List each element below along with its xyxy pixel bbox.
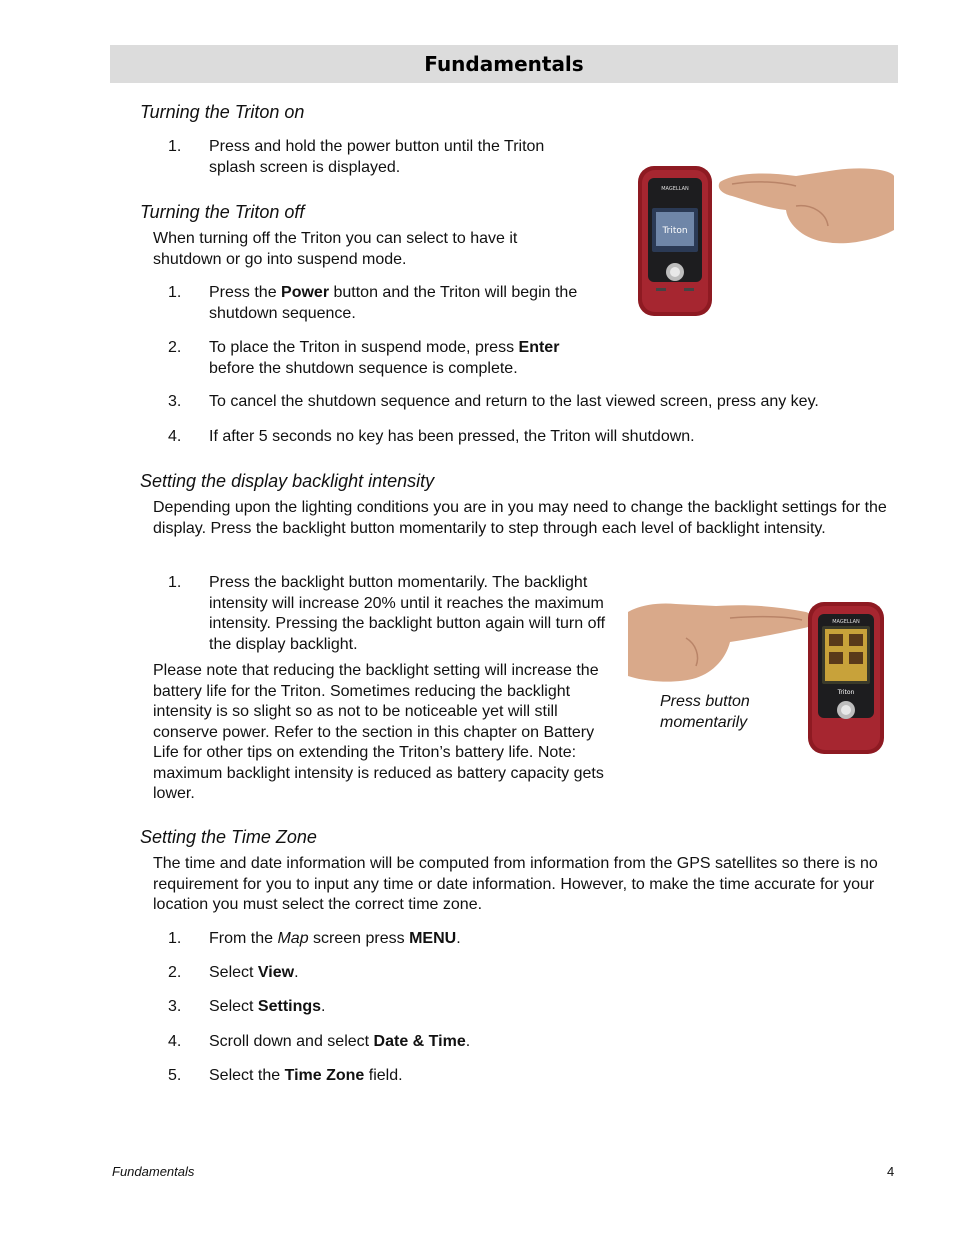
device-backlight-illustration xyxy=(626,598,888,758)
paragraph: Please note that reducing the backlight setting will increase the battery life for the Triton. Sometimes reducing the backlight intensity is so slight so as not to be noticeable yet will still conserve power. Refer to the section in this chapter on Battery Life for other tips on extending the Triton’s battery life. Note: maximum backlight intensity is reduced as battery capacity gets lower. xyxy=(153,662,604,802)
section-heading-time-zone: Setting the Time Zone xyxy=(140,827,317,847)
step-text: Scroll down and select Date & Time. xyxy=(209,1033,471,1050)
step-number: 1. xyxy=(168,930,182,947)
svg-text:Triton: Triton xyxy=(837,689,855,696)
step-text: To cancel the shutdown sequence and return to the last viewed screen, press any key. xyxy=(209,393,819,410)
step-number: 2. xyxy=(168,339,182,356)
step-text: Select View. xyxy=(209,964,299,981)
section-heading-turning-off: Turning the Triton off xyxy=(140,202,305,222)
section-heading-turning-on: Turning the Triton on xyxy=(140,102,305,122)
section-heading-backlight: Setting the display backlight intensity xyxy=(140,471,435,491)
paragraph: Depending upon the lighting conditions you are in you may need to change the backlight settings for the display. Press the backlight button momentarily to step through each level of backlight intensity. xyxy=(153,499,887,537)
page-number: 4 xyxy=(887,1164,895,1179)
step-number: 2. xyxy=(168,964,182,981)
step-number: 4. xyxy=(168,1033,182,1050)
triton-device-icon xyxy=(638,166,712,316)
pointing-hand-icon xyxy=(628,603,814,681)
svg-text:MAGELLAN: MAGELLAN xyxy=(661,186,689,192)
step-number: 1. xyxy=(168,574,182,591)
paragraph: When turning off the Triton you can select to have it shutdown or go into suspend mode. xyxy=(153,230,518,268)
step-text: If after 5 seconds no key has been pressed, the Triton will shutdown. xyxy=(209,428,695,445)
step-number: 3. xyxy=(168,393,182,410)
step-number: 5. xyxy=(168,1067,182,1084)
svg-text:MAGELLAN: MAGELLAN xyxy=(832,619,860,625)
svg-text:Triton: Triton xyxy=(662,226,688,236)
step-text: To place the Triton in suspend mode, press Enter before the shutdown sequence is complete. xyxy=(209,339,560,377)
step-number: 1. xyxy=(168,138,182,155)
step-text: Press the backlight button momentarily. The backlight intensity will increase 20% until it reaches the maximum intensity. Pressing the backlight button again will turn off the display backlight. xyxy=(209,574,606,653)
footer-section-name: Fundamentals xyxy=(112,1164,195,1179)
step-number: 4. xyxy=(168,428,182,445)
step-text: Select Settings. xyxy=(209,998,326,1015)
step-text: Select the Time Zone field. xyxy=(209,1067,403,1084)
device-power-illustration xyxy=(636,160,898,320)
pointing-hand-icon xyxy=(719,168,894,243)
title-banner xyxy=(110,45,898,83)
page-title: Fundamentals xyxy=(424,52,584,76)
step-number: 1. xyxy=(168,284,182,301)
triton-device-icon xyxy=(808,602,884,754)
paragraph: The time and date information will be computed from information from the GPS satellites so there is no requirement for you to input any time or date information. However, to make the time accurate for your location you must select the correct time zone. xyxy=(153,855,878,913)
step-text: Press the Power button and the Triton will begin the shutdown sequence. xyxy=(209,284,578,322)
step-number: 3. xyxy=(168,998,182,1015)
step-text: From the Map screen press MENU. xyxy=(209,930,461,947)
step-text: Press and hold the power button until the Triton splash screen is displayed. xyxy=(209,138,545,176)
figure-caption: Press button momentarily xyxy=(660,693,750,731)
